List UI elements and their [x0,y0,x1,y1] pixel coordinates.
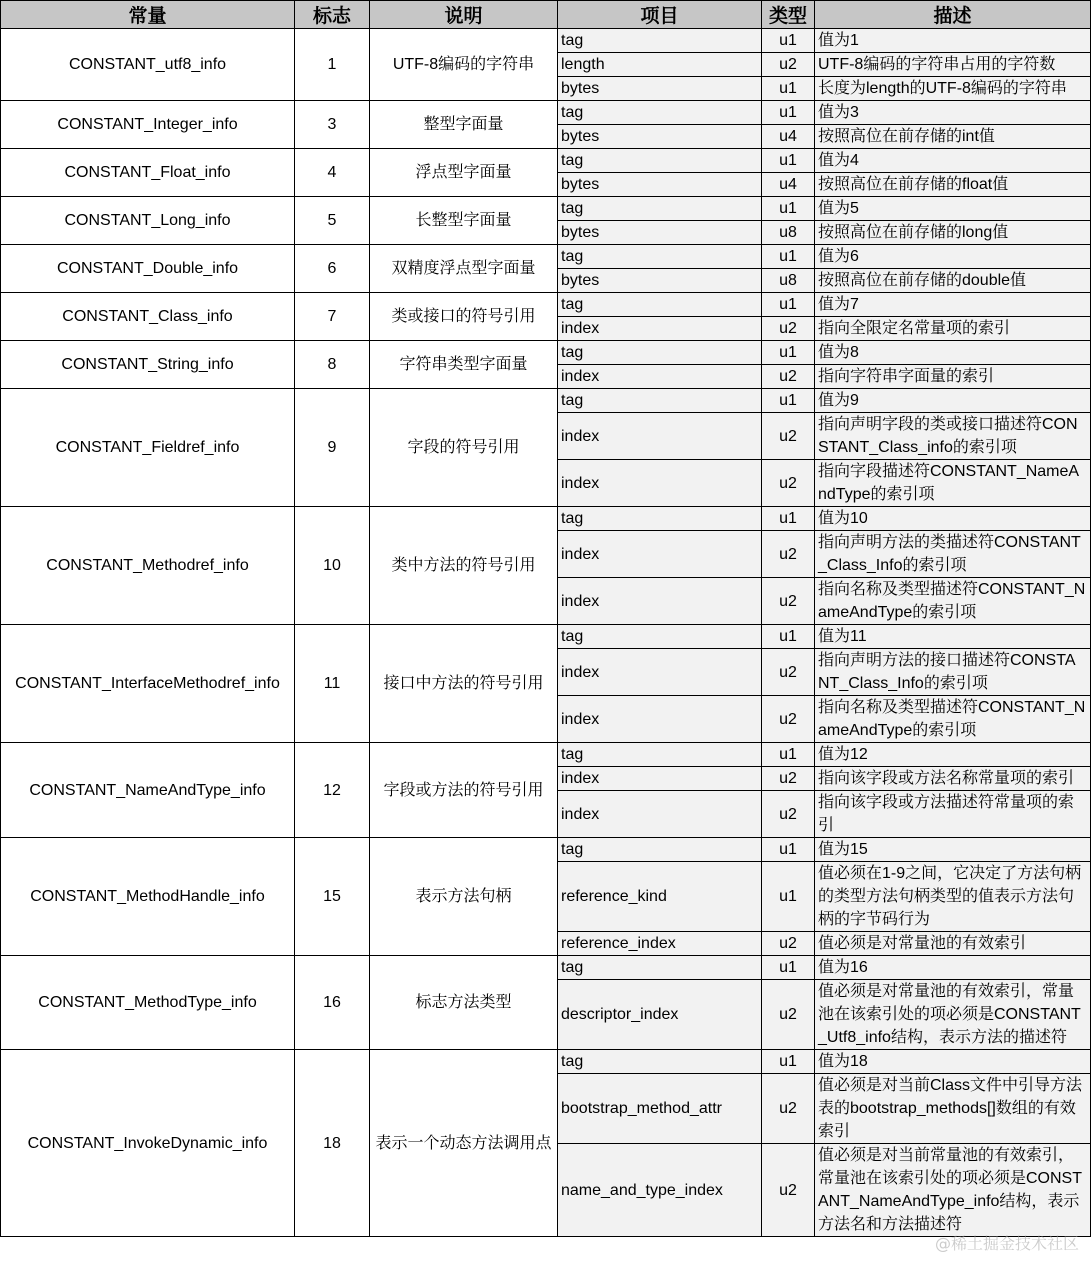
item-desc: 指向声明字段的类或接口描述符CONSTANT_Class_info的索引项 [815,413,1091,460]
item-name: tag [558,625,762,649]
item-name: tag [558,507,762,531]
item-type: u1 [762,293,815,317]
constant-tag: 10 [295,507,370,625]
item-type: u1 [762,29,815,53]
constant-desc: 类中方法的符号引用 [370,507,558,625]
item-name: tag [558,956,762,980]
header-row [1,1,1091,29]
constant-desc: 长整型字面量 [370,197,558,245]
table-row [1,507,1091,531]
table-row [1,956,1091,980]
constant-name: CONSTANT_Methodref_info [1,507,295,625]
item-type: u2 [762,460,815,507]
table-row [1,1050,1091,1074]
item-type: u1 [762,625,815,649]
item-type: u1 [762,341,815,365]
table-row [1,341,1091,365]
table-row [1,743,1091,767]
item-type: u2 [762,980,815,1050]
constant-desc: 表示方法句柄 [370,838,558,956]
item-type: u2 [762,767,815,791]
table-row [1,245,1091,269]
item-desc: 值为18 [815,1050,1091,1074]
item-type: u2 [762,53,815,77]
item-desc: 指向声明方法的接口描述符CONSTANT_Class_Info的索引项 [815,649,1091,696]
table-row [1,293,1091,317]
constant-tag: 9 [295,389,370,507]
constant-tag: 18 [295,1050,370,1237]
item-type: u1 [762,862,815,932]
item-type: u1 [762,101,815,125]
item-name: index [558,531,762,578]
item-name: index [558,578,762,625]
item-name: tag [558,197,762,221]
item-type: u1 [762,77,815,101]
constant-tag: 5 [295,197,370,245]
item-desc: 值必须是对常量池的有效索引，常量池在该索引处的项必须是CONSTANT_Utf8_info结构，表示方法的描述符 [815,980,1091,1050]
item-type: u2 [762,317,815,341]
constant-name: CONSTANT_Long_info [1,197,295,245]
constant-desc: 双精度浮点型字面量 [370,245,558,293]
item-type: u1 [762,743,815,767]
item-desc: 值为10 [815,507,1091,531]
table-row [1,101,1091,125]
constant-name: CONSTANT_Double_info [1,245,295,293]
item-desc: 值必须在1-9之间，它决定了方法句柄的类型方法句柄类型的值表示方法句柄的字节码行为 [815,862,1091,932]
item-name: index [558,365,762,389]
constant-tag: 7 [295,293,370,341]
constant-desc: 整型字面量 [370,101,558,149]
constant-desc: 字段的符号引用 [370,389,558,507]
item-desc: 值为15 [815,838,1091,862]
item-type: u4 [762,173,815,197]
item-type: u1 [762,197,815,221]
item-desc: 值为5 [815,197,1091,221]
table-row [1,838,1091,862]
constant-tag: 1 [295,29,370,101]
constant-desc: 接口中方法的符号引用 [370,625,558,743]
item-name: name_and_type_index [558,1144,762,1237]
item-desc: 指向全限定名常量项的索引 [815,317,1091,341]
item-name: bytes [558,125,762,149]
item-type: u2 [762,578,815,625]
constant-name: CONSTANT_MethodType_info [1,956,295,1050]
item-type: u2 [762,1144,815,1237]
item-desc: 指向字符串字面量的索引 [815,365,1091,389]
item-name: index [558,767,762,791]
item-name: tag [558,245,762,269]
item-name: reference_kind [558,862,762,932]
header-tag: 标志 [295,1,370,29]
item-type: u1 [762,245,815,269]
constant-tag: 6 [295,245,370,293]
item-desc: 按照高位在前存储的double值 [815,269,1091,293]
item-name: bytes [558,173,762,197]
item-type: u2 [762,413,815,460]
item-desc: 值为7 [815,293,1091,317]
constant-desc: 字段或方法的符号引用 [370,743,558,838]
item-desc: 值必须是对当前常量池的有效索引，常量池在该索引处的项必须是CONSTANT_NameAndType_info结构，表示方法名和方法描述符 [815,1144,1091,1237]
constant-desc: 标志方法类型 [370,956,558,1050]
header-type: 类型 [762,1,815,29]
constant-name: CONSTANT_Integer_info [1,101,295,149]
table-row [1,29,1091,53]
item-name: bytes [558,77,762,101]
item-name: index [558,696,762,743]
item-desc: 值为9 [815,389,1091,413]
constant-name: CONSTANT_NameAndType_info [1,743,295,838]
item-type: u1 [762,1050,815,1074]
constant-tag: 12 [295,743,370,838]
item-type: u2 [762,1074,815,1144]
item-type: u4 [762,125,815,149]
item-name: tag [558,838,762,862]
item-type: u2 [762,791,815,838]
constant-name: CONSTANT_Class_info [1,293,295,341]
table-row [1,197,1091,221]
constant-tag: 3 [295,101,370,149]
item-name: tag [558,389,762,413]
item-type: u8 [762,221,815,245]
watermark: @稀土掘金技术社区 [934,1234,1079,1253]
item-type: u2 [762,649,815,696]
item-type: u1 [762,149,815,173]
item-desc: 指向名称及类型描述符CONSTANT_NameAndType的索引项 [815,696,1091,743]
item-name: index [558,413,762,460]
item-desc: 值为12 [815,743,1091,767]
table-row [1,389,1091,413]
item-name: tag [558,1050,762,1074]
item-name: reference_index [558,932,762,956]
item-desc: 值为8 [815,341,1091,365]
item-desc: 值为1 [815,29,1091,53]
header-description: 说明 [370,1,558,29]
constant-desc: UTF-8编码的字符串 [370,29,558,101]
item-desc: 值必须是对常量池的有效索引 [815,932,1091,956]
item-desc: 指向字段描述符CONSTANT_NameAndType的索引项 [815,460,1091,507]
item-name: tag [558,341,762,365]
item-type: u1 [762,956,815,980]
item-desc: 值为4 [815,149,1091,173]
item-desc: 指向名称及类型描述符CONSTANT_NameAndType的索引项 [815,578,1091,625]
item-type: u1 [762,389,815,413]
item-desc: 长度为length的UTF-8编码的字符串 [815,77,1091,101]
item-desc: 按照高位在前存储的long值 [815,221,1091,245]
item-desc: 按照高位在前存储的float值 [815,173,1091,197]
item-desc: 值必须是对当前Class文件中引导方法表的bootstrap_methods[]数组的有效索引 [815,1074,1091,1144]
item-desc: 指向声明方法的类描述符CONSTANT_Class_Info的索引项 [815,531,1091,578]
constant-tag: 4 [295,149,370,197]
item-name: descriptor_index [558,980,762,1050]
item-name: tag [558,293,762,317]
item-type: u1 [762,838,815,862]
constant-tag: 8 [295,341,370,389]
item-desc: 值为11 [815,625,1091,649]
item-name: bytes [558,221,762,245]
constant-tag: 15 [295,838,370,956]
item-name: tag [558,29,762,53]
constant-desc: 字符串类型字面量 [370,341,558,389]
item-type: u8 [762,269,815,293]
item-desc: 值为3 [815,101,1091,125]
constant-name: CONSTANT_Float_info [1,149,295,197]
constant-desc: 类或接口的符号引用 [370,293,558,341]
constant-tag: 16 [295,956,370,1050]
item-desc: UTF-8编码的字符串占用的字符数 [815,53,1091,77]
header-constant: 常量 [1,1,295,29]
item-type: u2 [762,365,815,389]
item-name: index [558,317,762,341]
item-name: index [558,791,762,838]
item-desc: 值为16 [815,956,1091,980]
item-name: tag [558,149,762,173]
item-name: bootstrap_method_attr [558,1074,762,1144]
constant-desc: 表示一个动态方法调用点 [370,1050,558,1237]
constant-tag: 11 [295,625,370,743]
item-type: u1 [762,507,815,531]
item-name: tag [558,101,762,125]
constant-name: CONSTANT_Fieldref_info [1,389,295,507]
item-desc: 指向该字段或方法名称常量项的索引 [815,767,1091,791]
item-desc: 指向该字段或方法描述符常量项的索引 [815,791,1091,838]
table-row [1,149,1091,173]
table-row [1,625,1091,649]
header-item-description: 描述 [815,1,1091,29]
constant-desc: 浮点型字面量 [370,149,558,197]
item-name: tag [558,743,762,767]
constant-name: CONSTANT_MethodHandle_info [1,838,295,956]
item-name: index [558,649,762,696]
item-desc: 值为6 [815,245,1091,269]
item-name: index [558,460,762,507]
constant-name: CONSTANT_InterfaceMethodref_info [1,625,295,743]
header-item: 项目 [558,1,762,29]
item-type: u2 [762,531,815,578]
constant-name: CONSTANT_InvokeDynamic_info [1,1050,295,1237]
constant-name: CONSTANT_String_info [1,341,295,389]
item-name: bytes [558,269,762,293]
item-type: u2 [762,696,815,743]
constant-name: CONSTANT_utf8_info [1,29,295,101]
item-desc: 按照高位在前存储的int值 [815,125,1091,149]
item-type: u2 [762,932,815,956]
item-name: length [558,53,762,77]
